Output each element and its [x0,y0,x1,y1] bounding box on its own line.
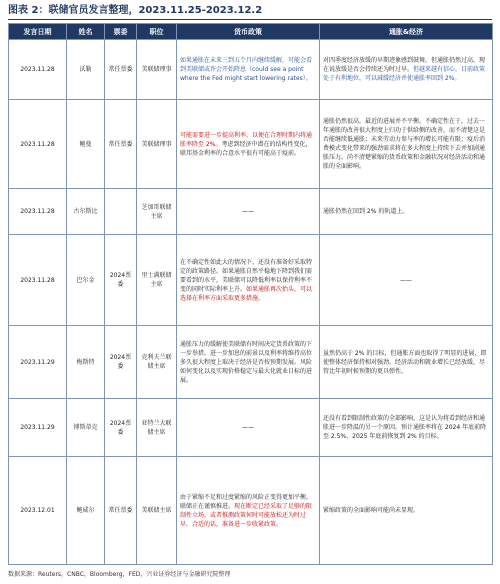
cell-econ [320,235,493,326]
econ-text-segment: 对四季度经济放缓的早期迹象感到鼓舞，但通胀仍然过高，现在说放缓是否会持续还为时过早。 [323,57,486,74]
header-econ: 通胀&经济 [320,24,493,40]
table-row [9,457,493,565]
header-name: 姓名 [67,24,105,40]
table-row [9,40,493,100]
cell-policy [177,40,320,100]
cell-name: 古尔斯比 [67,189,105,235]
table-header-row [9,24,493,40]
econ-text-segment: —— [400,276,412,284]
econ-text-segment: 通胀仍然在回到 2% 的轨道上。 [323,208,409,216]
cell-policy [177,457,320,565]
econ-text-segment: 但越来越有信心，目前政策处于有利地位，可以减缓经济并使通胀率回到 2%。 [323,66,486,83]
econ-text-segment: 通胀仍然很高，最近的进展并不平衡。不确定性在于，过去一年通胀的改善很大程度上归功于供给侧的改善，而不清楚这是否能继续低通胀；未来劳动力参与率的增长可能有限；疫后消费模式变化带来的强劲需求将在多大程度上持续下去并加剧通胀压力。尚不清楚紧缩的货币政策和金融状况对经济活动和通胀的全面影响。 [323,118,486,171]
cell-econ [320,457,493,565]
table-row [9,189,493,235]
cell-date: 2023.11.28 [9,100,67,189]
header-policy: 货币政策 [177,24,320,40]
cell-role: 克利夫兰联储主席 [137,326,177,399]
econ-text-segment: 虽然仍高于 2% 的目标，但通胀方面也取得了明显的进展，即使整体经济保持相对强劲。经济活动和就业增长已经放缓，尽管比年初时候预期的更具弹性。 [323,349,487,375]
cell-name: 博斯蒂克 [67,398,105,456]
cell-name: 沃勒 [67,40,105,100]
policy-text-segment: —— [242,424,254,431]
cell-policy [177,326,320,399]
cell-vote: 常任票委 [105,100,137,189]
cell-role: 美联储理事 [137,100,177,189]
policy-text-segment: 考虑到经济中潜在的结构性变化，联邦基金利率的合意水平很有可能高于疫前。 [180,140,312,157]
policy-text-segment: 在不确定性如此大的情况下，还没有准备好采取特定的政策路径。如果通胀自然平稳地下降到我们需要看到的水平，美联储可以降低利率以保持利率不变的同时实际利率上升。 [180,258,313,293]
cell-role: 美联储理事 [137,40,177,100]
policy-text-segment: 如果通胀在未来三到五个月内继续缓解，可能会看到美联储或许会开始降息（could see a point where the Fed might start lowering rates）。 [180,57,313,83]
cell-date: 2023.11.29 [9,326,67,399]
table-row [9,235,493,326]
cell-name: 鲍曼 [67,100,105,189]
cell-role: 亚特兰大联储主席 [137,398,177,456]
cell-vote [105,189,137,235]
cell-vote: 常任票委 [105,40,137,100]
cell-date: 2023.11.29 [9,398,67,456]
policy-text-segment: 如果通胀再次抬头，可以选择在利率方面采取更多措施。 [180,285,313,302]
title-divider [8,19,492,20]
cell-role: 里士满联储主席 [137,235,177,326]
cell-econ [320,40,493,100]
cell-vote: 2024票委 [105,398,137,456]
policy-text-segment: 由于紧缩不足和过度紧缩的风险正变得更加平衡，联储正在谨慎推进。 [180,493,313,510]
cell-econ [320,189,493,235]
cell-vote: 2024票委 [105,326,137,399]
cell-date: 2023.12.01 [9,457,67,565]
table-row [9,398,493,456]
policy-text-segment: 可能需要进一步提高利率，以便在合理时期内将通胀率降至 2%。 [180,131,313,148]
fed-speeches-table [8,23,493,565]
policy-text-segment: 通胀压力的缓解使美联储有时间决定货币政策的下一步举措。进一步加息的前景以及利率将维持高位多久很大程度上取决于经济是否按预期发展。风险如何变化以及实现价格稳定与最大化就业目标的进展。 [180,340,313,384]
econ-text-segment: 还没有看到限制性政策的全部影响，这是认为将看到经济和通胀进一步降温的另一个原因。预计通胀率将在 2024 年底前降至 2.5%，2025 年底前恢复到 2% 的目标。 [323,415,487,440]
cell-econ [320,100,493,189]
cell-date: 2023.11.28 [9,189,67,235]
cell-policy [177,235,320,326]
source-note: 数据来源：Reuters，CNBC，Bloomberg，FED，兴业证券经济与金融研究院整理 [8,571,231,578]
cell-policy [177,100,320,189]
header-vote: 票委 [105,24,137,40]
cell-vote: 常任票委 [105,457,137,565]
header-role: 职位 [137,24,177,40]
figure-title: 图表 2：联储官员发言整理，2023.11.25-2023.12.2 [8,5,263,16]
header-date: 发言日期 [9,24,67,40]
econ-text-segment: 紧缩政策的全面影响可能尚未显现。 [323,507,420,515]
policy-text-segment: 现在断定已经采取了足够的限制性立场，或者推测政策何时可能放松还为时过早。合适的话，准备进一步收紧政策。 [180,502,313,528]
cell-date: 2023.11.28 [9,40,67,100]
cell-vote: 2024票委 [105,235,137,326]
cell-name: 鲍威尔 [67,457,105,565]
cell-name: 巴尔金 [67,235,105,326]
cell-policy [177,189,320,235]
cell-econ [320,326,493,399]
cell-econ [320,398,493,456]
cell-role: 芝加哥联储主席 [137,189,177,235]
table-row [9,100,493,189]
cell-name: 梅斯特 [67,326,105,399]
table-row [9,326,493,399]
policy-text-segment: —— [242,208,254,216]
cell-role: 美联储主席 [137,457,177,565]
cell-date: 2023.11.28 [9,235,67,326]
cell-policy [177,398,320,456]
